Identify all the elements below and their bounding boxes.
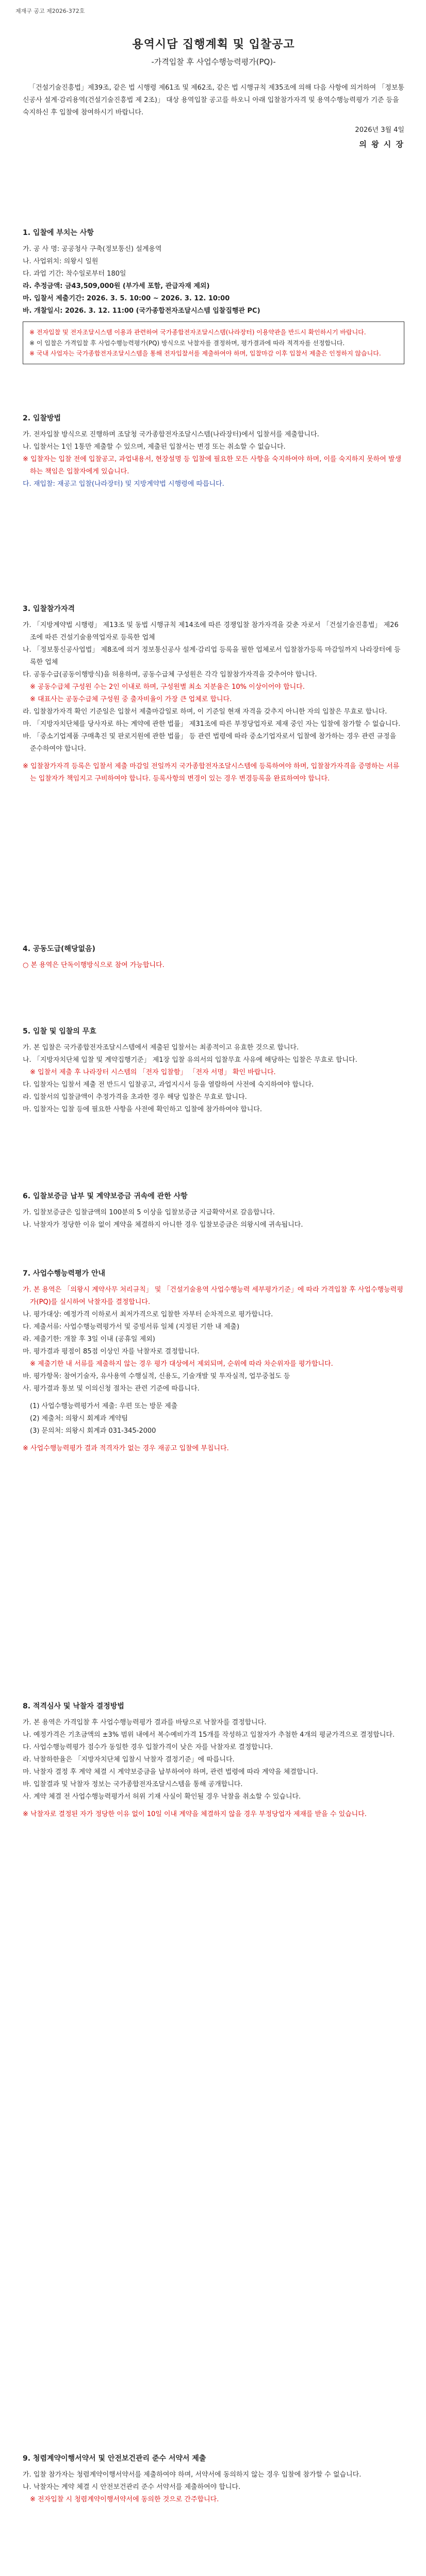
list-item: 사. 계약 체결 전 사업수행능력평가서 허위 기재 사실이 확인될 경우 낙찰을 취소할 수 있습니다. [23,1793,301,1801]
list-item: 다. 재입찰: 재공고 입찰(나라장터) 및 지방계약법 시행령에 따릅니다. [23,480,224,488]
list-item: 나. 입찰서는 1인 1통만 제출할 수 있으며, 제출된 입찰서는 변경 또는 취소할 수 없습니다. [23,443,286,451]
section-bid-bond [23,1190,404,1231]
eligibility-note: ※ 입찰참가자격 등록은 입찰서 제출 마감일 전일까지 국가종합전자조달시스템에 등록하여야 하며, 입찰참가자격을 증명하는 서류는 입찰자가 책임지고 구비하여야 합니다. 등록사항의 변경이 있는 경우 변경등록을 완료하여야 합니다. [23,762,400,783]
list-item: 다. 과업 기간: 착수일로부터 180일 [23,269,126,278]
list-item: 가. 전자입찰 방식으로 진행하며 조달청 국가종합전자조달시스템(나라장터)에서 입찰서를 제출합니다. [23,430,319,438]
list-item: 라. 추정금액: 금43,509,000원 (부가세 포함, 관급자재 제외) [23,282,210,291]
section-heading: 7. 사업수행능력평가 안내 [23,1269,106,1278]
list-item: 마. 낙찰자 결정 후 계약 체결 시 계약보증금을 납부하여야 하며, 관련 법령에 따라 계약을 체결합니다. [23,1768,318,1776]
section-joint-contract [23,943,404,972]
list-item: 나. 사업위치: 의왕시 일원 [23,257,99,265]
list-item: ※ 입찰서 제출 후 나라장터 시스템의 「전자 입찰함」 「전자 서명」 확인 바랍니다. [30,1068,276,1076]
award-note: ※ 낙찰자로 결정된 자가 정당한 이유 없이 10일 이내 계약을 체결하지 않을 경우 부정당업자 제재를 받을 수 있습니다. [23,1810,367,1819]
list-item: 가. 입찰 참가자는 청렴계약이행서약서를 제출하여야 하며, 서약서에 동의하지 않는 경우 입찰에 참가할 수 없습니다. [23,2470,362,2479]
list-item: 다. 입찰자는 입찰서 제출 전 반드시 입찰공고, 과업지시서 등을 열람하여 사전에 숙지하여야 합니다. [23,1081,314,1089]
list-item: 마. 입찰자는 입찰 등에 필요한 사항을 사전에 확인하고 입찰에 참가하여야 합니다. [23,1106,263,1114]
list-item: 나. 낙찰자는 계약 체결 시 안전보건관리 준수 서약서를 제출하여야 합니다. [23,2483,241,2491]
notice-subtitle: -가격입찰 후 사업수행능력평가(PQ)- [151,57,276,66]
list-item: 나. 「지방자치단체 입찰 및 계약집행기준」 제1장 입찰 유의서의 입찰무효 사유에 해당하는 입찰은 무효로 합니다. [23,1056,357,1064]
box-line: ※ 전자입찰 및 전자조달시스템 이용과 관련하여 국가종합전자조달시스템(나라장터) 이용약관을 반드시 확인하시기 바랍니다. [29,329,366,336]
section-capability-evaluation [23,1267,404,1455]
section-heading: 9. 청렴계약이행서약서 및 안전보건관리 준수 서약서 제출 [23,2454,206,2463]
section-bidding-method [23,412,404,490]
list-item: ※ 전자입찰 시 청렴계약이행서약서에 동의한 것으로 간주합니다. [30,2495,219,2503]
section-bid-invalidity [23,1025,404,1116]
list-subitem: (3) 문의처: 의왕시 회계과 031-345-2000 [30,1427,156,1435]
list-item: ※ 제출기한 내 서류를 제출하지 않는 경우 평가 대상에서 제외되며, 순위에 따라 차순위자를 평가합니다. [30,1360,333,1368]
list-item: 마. 입찰서 제출기간: 2026. 3. 5. 10:00 ~ 2026. 3. 12. 10:00 [23,295,230,303]
section-heading: 1. 입찰에 부치는 사항 [23,229,94,237]
list-item: 마. 평가결과 평점이 85점 이상인 자를 낙찰자로 결정합니다. [23,1348,200,1356]
section-heading: 5. 입찰 및 입찰의 무효 [23,1027,96,1036]
notice-box [23,321,404,364]
section-bidding-items [23,227,404,368]
list-item: 바. 개찰일시: 2026. 3. 12. 11:00 (국가종합전자조달시스템 입찰집행관 PC) [23,307,260,315]
list-item: 마. 「지방자치단체를 당사자로 하는 계약에 관한 법률」 제31조에 따른 부정당업자로 제재 중인 자는 입찰에 참가할 수 없습니다. [23,720,401,728]
list-item: 바. 평가항목: 참여기술자, 유사용역 수행실적, 신용도, 기술개발 및 투자실적, 업무중첩도 등 [23,1372,290,1381]
list-item: 라. 제출기한: 개찰 후 3일 이내 (공휴일 제외) [23,1335,155,1344]
list-item: ※ 대표사는 공동수급체 구성원 중 출자비율이 가장 큰 업체로 합니다. [30,696,232,704]
list-item: 가. 본 용역은 가격입찰 후 사업수행능력평가 결과를 바탕으로 낙찰자를 결정합니다. [23,1718,267,1726]
list-item: ※ 입찰자는 입찰 전에 입찰공고, 과업내용서, 현장설명 등 입찰에 필요한 모든 사항을 숙지하여야 하며, 이를 숙지하지 못하여 발생하는 책임은 입찰자에게 있습니다. [23,455,401,476]
list-item: ○ 본 용역은 단독이행방식으로 참여 가능합니다. [23,961,165,969]
list-item: 나. 낙찰자가 정당한 이유 없이 계약을 체결하지 아니한 경우 입찰보증금은 의왕시에 귀속됩니다. [23,1221,303,1229]
list-item: 라. 입찰서의 입찰금액이 추정가격을 초과한 경우 해당 입찰은 무효로 합니다. [23,1093,247,1101]
list-item: 라. 입찰참가자격 확인 기준일은 입찰서 제출마감일로 하며, 이 기준일 현재 자격을 갖추지 아니한 자의 입찰은 무효로 합니다. [23,708,387,716]
list-item: 가. 본 입찰은 국가종합전자조달시스템에서 제출된 입찰서는 최종적이고 유효한 것으로 합니다. [23,1043,299,1052]
notice-header [23,36,404,152]
box-line: ※ 이 입찰은 가격입찰 후 사업수행능력평가(PQ) 방식으로 낙찰자를 결정하며, 평가결과에 따라 적격자를 선정합니다. [29,339,345,347]
section-eligibility [23,603,404,786]
list-item: 가. 「지방계약법 시행령」 제13조 및 동법 시행규칙 제14조에 따른 경쟁입찰 참가자격을 갖춘 자로서 「건설기술진흥법」 제26조에 따른 건설기술용역업자로 등록한 업체 [23,621,399,641]
list-item: 다. 제출서류: 사업수행능력평가서 및 증빙서류 일체 (지정된 기한 내 제출) [23,1323,240,1331]
list-item: 가. 입찰보증금은 입찰금액의 100분의 5 이상을 입찰보증금 지급확약서로 갈음합니다. [23,1208,275,1216]
notice-date: 2026년 3월 4일 [355,126,404,134]
list-item: 나. 평가대상: 예정가격 이하로서 최저가격으로 입찰한 자부터 순차적으로 평가합니다. [23,1310,273,1318]
section-heading: 2. 입찰방법 [23,414,61,422]
list-item: 라. 낙찰하한율은 「지방자치단체 입찰시 낙찰자 결정기준」에 따릅니다. [23,1756,235,1764]
evaluation-note: ※ 사업수행능력평가 결과 적격자가 없는 경우 재공고 입찰에 부칩니다. [23,1445,229,1453]
section-award-decision [23,1700,404,1821]
section-heading: 4. 공동도급(해당없음) [23,945,95,953]
notice-intro: 「건설기술진흥법」제39조, 같은 법 시행령 제61조 및 제62조, 같은 법 시행규칙 제35조에 의해 다음 사항에 의거하여 「정보통신공사 설계·감리용역(건설기술진흥법 제 2조)」 대상 용역입찰 공고를 하오니 아래 입찰참가자격 및 용역수행능력평가 기준 등을 숙지하신 후 입찰에 참여하시기 바랍니다. [23,83,404,116]
list-item: 가. 본 용역은 「의왕시 계약사무 처리규칙」 및 「건설기술용역 사업수행능력 세부평가기준」에 따라 가격입찰 후 사업수행능력평가(PQ)를 실시하여 낙찰자를 결정합니다. [23,1285,403,1306]
list-subitem: (1) 사업수행능력평가서 제출: 우편 또는 방문 제출 [30,1402,178,1411]
list-item: 나. 「정보통신공사업법」 제8조에 의거 정보통신공사 설계·감리업 등록을 필한 업체로서 입찰참가등록 마감일까지 나라장터에 등록한 업체 [23,646,401,667]
list-subitem: (2) 제출처: 의왕시 회계과 계약팀 [30,1415,128,1423]
list-item: 가. 공 사 명: 공공청사 구축(정보통신) 설계용역 [23,245,162,253]
section-heading: 6. 입찰보증금 납부 및 계약보증금 귀속에 관한 사항 [23,1192,188,1200]
list-item: 다. 공동수급(공동이행방식)을 허용하며, 공동수급체 구성원은 각각 입찰참가자격을 갖추어야 합니다. [23,671,317,679]
section-heading: 3. 입찰참가자격 [23,605,75,613]
list-item: 사. 평가결과 통보 및 이의신청 절차는 관련 기준에 따릅니다. [23,1385,200,1393]
section-heading: 8. 적격심사 및 낙찰자 결정방법 [23,1702,124,1710]
issuing-organization: 의 왕 시 장 [359,139,404,149]
list-item: 다. 사업수행능력평가 점수가 동일한 경우 입찰가격이 낮은 자를 낙찰자로 결정합니다. [23,1743,273,1751]
section-integrity-pledge [23,2452,404,2506]
list-item: 바. 「중소기업제품 구매촉진 및 판로지원에 관한 법률」 등 관련 법령에 따라 중소기업자로서 입찰에 참가하는 경우 관련 규정을 준수하여야 합니다. [23,733,397,753]
list-item: 나. 예정가격은 기초금액의 ±3% 범위 내에서 복수예비가격 15개를 작성하고 입찰자가 추첨한 4개의 평균가격으로 결정합니다. [23,1731,395,1739]
list-item: 바. 입찰결과 및 낙찰자 정보는 국가종합전자조달시스템을 통해 공개합니다. [23,1781,243,1789]
box-line: ※ 국내 사업자는 국가종합전자조달시스템을 통해 전자입찰서를 제출하여야 하며, 입찰마감 이후 입찰서 제출은 인정하지 않습니다. [29,349,381,357]
list-item: ※ 공동수급체 구성원 수는 2인 이내로 하며, 구성원별 최소 지분율은 10% 이상이어야 합니다. [30,683,305,691]
notice-number: 제재구 공고 제2026-372호 [15,8,85,14]
notice-title: 용역시담 집행계획 및 입찰공고 [132,38,295,51]
